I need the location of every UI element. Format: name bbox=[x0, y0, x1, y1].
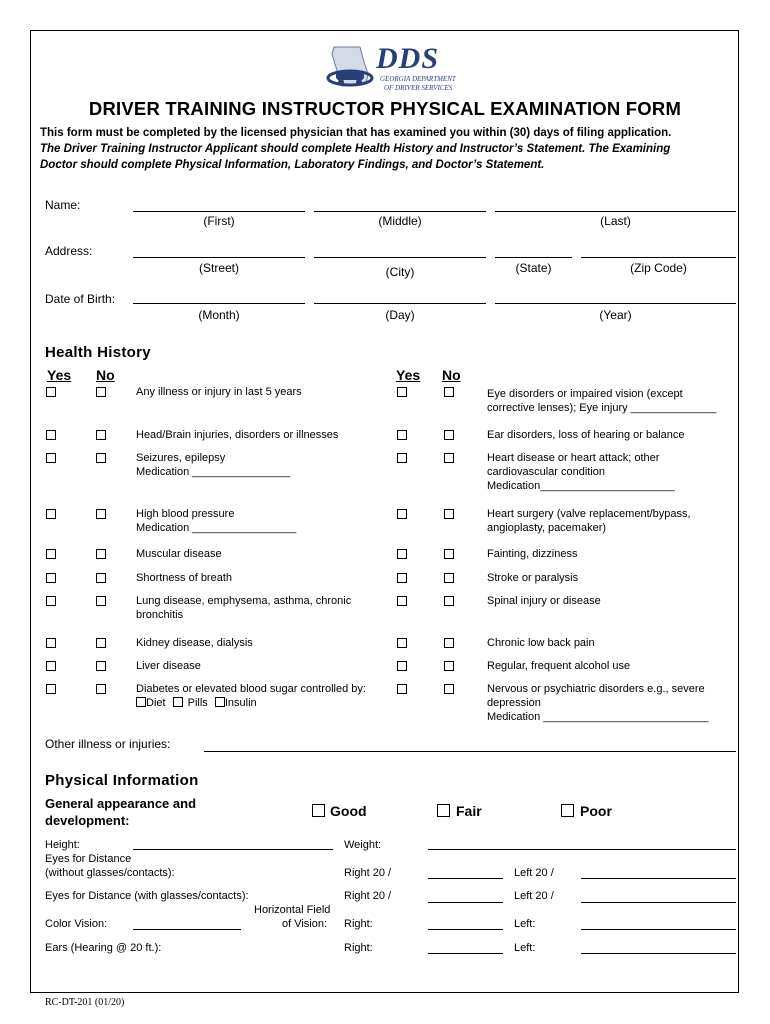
dds-logo bbox=[320, 44, 456, 94]
right-condition-10-line-2: depression bbox=[487, 697, 541, 709]
middle-name-field[interactable] bbox=[314, 211, 486, 212]
left-no-checkbox-1[interactable] bbox=[96, 387, 106, 397]
left-yes-checkbox-2[interactable] bbox=[46, 430, 56, 440]
city-caption: (City) bbox=[385, 265, 415, 279]
name-label: Name: bbox=[45, 198, 81, 212]
general-appearance-line2: development: bbox=[45, 813, 130, 828]
right-condition-2-line-1: Ear disorders, loss of hearing or balance bbox=[487, 429, 685, 441]
horizontal-field-label-2: of Vision: bbox=[282, 918, 328, 930]
left-condition-4-line-2: Medication _________________ bbox=[136, 522, 297, 534]
state-field[interactable] bbox=[495, 257, 572, 258]
middle-caption: (Middle) bbox=[378, 214, 422, 228]
first-name-field[interactable] bbox=[133, 211, 305, 212]
right-condition-3-line-3: Medication______________________ bbox=[487, 480, 675, 492]
eyes-with-label: Eyes for Distance (with glasses/contacts): bbox=[45, 890, 249, 902]
right-no-checkbox-3[interactable] bbox=[444, 453, 454, 463]
right-yes-checkbox-3[interactable] bbox=[397, 453, 407, 463]
left-label-1: Left: bbox=[514, 918, 536, 930]
right-yes-checkbox-9[interactable] bbox=[397, 661, 407, 671]
left-no-checkbox-8[interactable] bbox=[96, 638, 106, 648]
left-condition-4-line-1: High blood pressure bbox=[136, 508, 235, 520]
left-no-checkbox-5[interactable] bbox=[96, 549, 106, 559]
right-no-checkbox-7[interactable] bbox=[444, 596, 454, 606]
right-label-1: Right: bbox=[344, 918, 373, 930]
right-condition-4-line-2: angioplasty, pacemaker) bbox=[487, 522, 607, 534]
physical-information-heading: Physical Information bbox=[45, 772, 199, 789]
left-no-checkbox-4[interactable] bbox=[96, 509, 106, 519]
poor-label: Poor bbox=[580, 803, 612, 819]
right-vision-field[interactable] bbox=[428, 929, 503, 930]
left-no-checkbox-9[interactable] bbox=[96, 661, 106, 671]
month-field[interactable] bbox=[133, 303, 305, 304]
day-field[interactable] bbox=[314, 303, 486, 304]
eyes-without-label-2: (without glasses/contacts): bbox=[45, 867, 175, 879]
left-yes-checkbox-7[interactable] bbox=[46, 596, 56, 606]
left-condition-6-line-1: Shortness of breath bbox=[136, 572, 233, 584]
zip-field[interactable] bbox=[581, 257, 736, 258]
left-20-field-1[interactable] bbox=[581, 878, 736, 879]
left-yes-checkbox-1[interactable] bbox=[46, 387, 56, 397]
left-no-checkbox-7[interactable] bbox=[96, 596, 106, 606]
last-caption: (Last) bbox=[600, 214, 631, 228]
right-yes-checkbox-2[interactable] bbox=[397, 430, 407, 440]
left-condition-3-line-1: Seizures, epilepsy bbox=[136, 452, 226, 464]
right-no-checkbox-6[interactable] bbox=[444, 573, 454, 583]
left-no-checkbox-10[interactable] bbox=[96, 684, 106, 694]
yes-header-left: Yes bbox=[47, 367, 72, 383]
right-condition-3-line-1: Heart disease or heart attack; other bbox=[487, 452, 660, 464]
left-no-checkbox-3[interactable] bbox=[96, 453, 106, 463]
health-history-heading: Health History bbox=[45, 344, 151, 361]
year-caption: (Year) bbox=[599, 308, 632, 322]
year-field[interactable] bbox=[495, 303, 736, 304]
diet-label: Diet bbox=[146, 697, 166, 709]
right-no-checkbox-10[interactable] bbox=[444, 684, 454, 694]
good-label: Good bbox=[330, 803, 367, 819]
right-yes-checkbox-8[interactable] bbox=[397, 638, 407, 648]
right-20-field-1[interactable] bbox=[428, 878, 503, 879]
street-caption: (Street) bbox=[198, 261, 239, 275]
state-caption: (State) bbox=[515, 261, 552, 275]
last-name-field[interactable] bbox=[495, 211, 736, 212]
right-condition-1-line-2: corrective lenses); Eye injury ______________ bbox=[487, 402, 717, 414]
left-label-2: Left: bbox=[514, 942, 536, 954]
right-yes-checkbox-4[interactable] bbox=[397, 509, 407, 519]
right-20-label-2: Right 20 / bbox=[344, 890, 392, 902]
right-no-checkbox-8[interactable] bbox=[444, 638, 454, 648]
right-condition-10-line-1: Nervous or psychiatric disorders e.g., severe bbox=[487, 683, 705, 695]
diabetes-options bbox=[136, 697, 257, 709]
right-condition-6-line-1: Stroke or paralysis bbox=[487, 572, 579, 584]
general-appearance-line1: General appearance and bbox=[45, 796, 197, 811]
eyes-without-label-1: Eyes for Distance bbox=[45, 853, 132, 865]
right-no-checkbox-2[interactable] bbox=[444, 430, 454, 440]
address-label: Address: bbox=[45, 244, 93, 258]
left-condition-2-line-1: Head/Brain injuries, disorders or illnesses bbox=[136, 429, 339, 441]
left-yes-checkbox-4[interactable] bbox=[46, 509, 56, 519]
right-condition-9-line-1: Regular, frequent alcohol use bbox=[487, 660, 631, 672]
intro-line-3-text: Doctor should complete Physical Information, Laboratory Findings, and Doctor’s Statement. bbox=[40, 159, 545, 171]
color-vision-label: Color Vision: bbox=[45, 918, 108, 930]
left-20-field-2[interactable] bbox=[581, 902, 736, 903]
left-no-checkbox-2[interactable] bbox=[96, 430, 106, 440]
right-condition-4-line-1: Heart surgery (valve replacement/bypass, bbox=[487, 508, 691, 520]
horizontal-field-label-1: Horizontal Field bbox=[254, 904, 331, 916]
left-condition-7-line-2: bronchitis bbox=[136, 609, 184, 621]
left-no-checkbox-6[interactable] bbox=[96, 573, 106, 583]
fair-label: Fair bbox=[456, 803, 482, 819]
form-title: DRIVER TRAINING INSTRUCTOR PHYSICAL EXAMINATION FORM bbox=[88, 98, 682, 119]
right-condition-3-line-2: cardiovascular condition bbox=[487, 466, 606, 478]
left-condition-1-line-1: Any illness or injury in last 5 years bbox=[136, 386, 302, 398]
right-no-checkbox-5[interactable] bbox=[444, 549, 454, 559]
dob-label: Date of Birth: bbox=[45, 292, 116, 306]
left-condition-5-line-1: Muscular disease bbox=[136, 548, 222, 560]
left-20-label-2: Left 20 / bbox=[514, 890, 554, 902]
zip-caption: (Zip Code) bbox=[630, 261, 687, 275]
other-illness-label: Other illness or injuries: bbox=[45, 737, 171, 751]
left-20-label-1: Left 20 / bbox=[514, 867, 554, 879]
no-header-right: No bbox=[442, 367, 461, 383]
right-no-checkbox-4[interactable] bbox=[444, 509, 454, 519]
city-field[interactable] bbox=[314, 257, 486, 258]
logo-text: DDS bbox=[376, 42, 440, 75]
weight-label: Weight: bbox=[344, 839, 382, 851]
georgia-map-icon bbox=[320, 44, 380, 94]
left-yes-checkbox-9[interactable] bbox=[46, 661, 56, 671]
first-caption: (First) bbox=[203, 214, 235, 228]
intro-line-1: This form must be completed by the licensed physician that has examined you within (30) days of filing application. bbox=[40, 127, 672, 139]
right-condition-1-line-1: Eye disorders or impaired vision (except bbox=[487, 388, 683, 400]
logo-line2: OF DRIVER SERVICES bbox=[384, 84, 453, 92]
left-yes-checkbox-3[interactable] bbox=[46, 453, 56, 463]
left-condition-7-line-1: Lung disease, emphysema, asthma, chronic bbox=[136, 595, 352, 607]
street-field[interactable] bbox=[133, 257, 305, 258]
day-caption: (Day) bbox=[385, 308, 415, 322]
right-yes-checkbox-10[interactable] bbox=[397, 684, 407, 694]
right-20-label-1: Right 20 / bbox=[344, 867, 392, 879]
left-ear-field[interactable] bbox=[581, 953, 736, 954]
insulin-label: Insulin bbox=[224, 697, 257, 709]
pills-label: Pills bbox=[187, 697, 208, 709]
insulin-checkbox[interactable] bbox=[215, 697, 225, 707]
right-20-field-2[interactable] bbox=[428, 902, 503, 903]
general-appearance-label bbox=[45, 795, 196, 829]
right-condition-5-line-1: Fainting, dizziness bbox=[487, 548, 578, 560]
yes-header-right: Yes bbox=[396, 367, 421, 383]
left-yes-checkbox-10[interactable] bbox=[46, 684, 56, 694]
right-yes-checkbox-6[interactable] bbox=[397, 573, 407, 583]
height-label: Height: bbox=[45, 839, 80, 851]
poor-checkbox[interactable] bbox=[561, 804, 574, 817]
left-yes-checkbox-6[interactable] bbox=[46, 573, 56, 583]
intro-line-2-text: The Driver Training Instructor Applicant should complete Health History and Instructor’s Statement. The Examining bbox=[40, 143, 671, 155]
weight-field[interactable] bbox=[428, 849, 736, 850]
pills-checkbox[interactable] bbox=[173, 697, 183, 707]
left-yes-checkbox-5[interactable] bbox=[46, 549, 56, 559]
right-ear-field[interactable] bbox=[428, 953, 503, 954]
good-checkbox[interactable] bbox=[312, 804, 325, 817]
no-header-left: No bbox=[96, 367, 115, 383]
left-condition-10-line-1: Diabetes or elevated blood sugar controlled by: bbox=[136, 683, 366, 695]
diet-checkbox[interactable] bbox=[136, 697, 146, 707]
right-no-checkbox-1[interactable] bbox=[444, 387, 454, 397]
right-condition-10-line-3: Medication ___________________________ bbox=[487, 711, 709, 723]
left-yes-checkbox-8[interactable] bbox=[46, 638, 56, 648]
intro-line-3 bbox=[40, 157, 544, 173]
right-condition-8-line-1: Chronic low back pain bbox=[487, 637, 595, 649]
left-condition-3-line-2: Medication ________________ bbox=[136, 466, 291, 478]
height-field[interactable] bbox=[133, 849, 333, 850]
other-illness-field[interactable] bbox=[204, 751, 736, 752]
right-condition-7-line-1: Spinal injury or disease bbox=[487, 595, 601, 607]
left-vision-field[interactable] bbox=[581, 929, 736, 930]
intro-line-2 bbox=[40, 141, 670, 157]
color-vision-field[interactable] bbox=[133, 929, 241, 930]
right-no-checkbox-9[interactable] bbox=[444, 661, 454, 671]
logo-line1: GEORGIA DEPARTMENT bbox=[380, 75, 456, 83]
left-condition-8-line-1: Kidney disease, dialysis bbox=[136, 637, 253, 649]
form-number: RC-DT-201 (01/20) bbox=[45, 997, 125, 1008]
right-yes-checkbox-7[interactable] bbox=[397, 596, 407, 606]
month-caption: (Month) bbox=[198, 308, 240, 322]
right-yes-checkbox-5[interactable] bbox=[397, 549, 407, 559]
right-label-2: Right: bbox=[344, 942, 373, 954]
right-yes-checkbox-1[interactable] bbox=[397, 387, 407, 397]
fair-checkbox[interactable] bbox=[437, 804, 450, 817]
ears-label: Ears (Hearing @ 20 ft.): bbox=[45, 942, 162, 954]
left-condition-9-line-1: Liver disease bbox=[136, 660, 201, 672]
